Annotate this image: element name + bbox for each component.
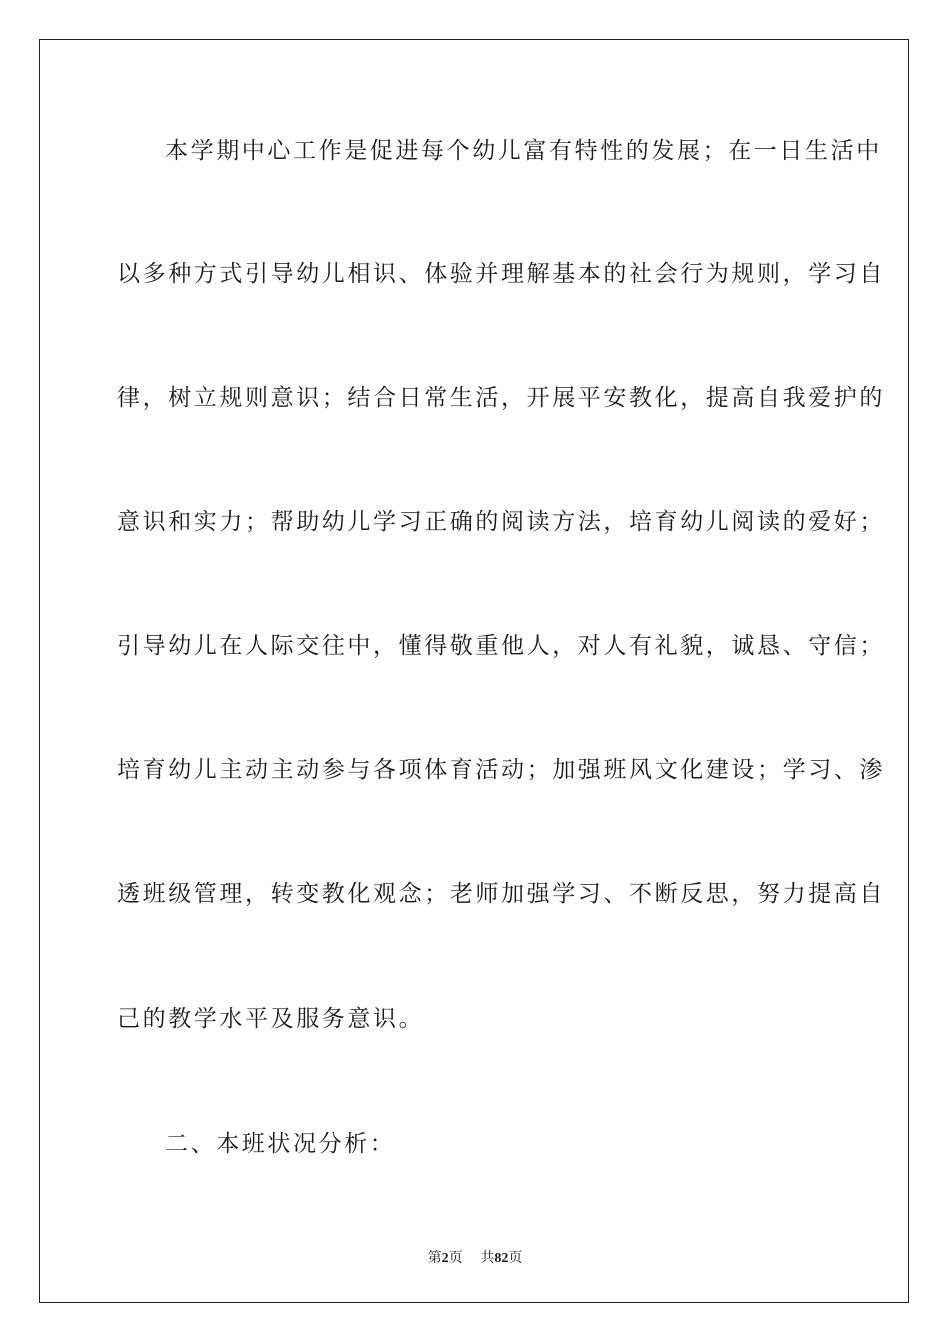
page-number: 2 <box>441 1251 449 1266</box>
paragraph-line-6: 培育幼儿主动主动参与各项体育活动；加强班风文化建设；学习、渗 <box>117 757 885 783</box>
page-prefix: 第 <box>427 1250 442 1266</box>
paragraph-line-3: 律，树立规则意识；结合日常生活，开展平安教化，提高自我爱护的 <box>117 385 885 411</box>
paragraph-line-5: 引导幼儿在人际交往中，懂得敬重他人，对人有礼貌，诚恳、守信； <box>117 633 885 659</box>
total-prefix: 共 <box>480 1250 495 1266</box>
paragraph-line-1: 本学期中心工作是促进每个幼儿富有特性的发展；在一日生活中 <box>165 138 882 164</box>
page-border <box>39 39 909 1303</box>
paragraph-line-8: 己的教学水平及服务意识。 <box>117 1006 425 1032</box>
paragraph-line-7: 透班级管理，转变教化观念；老师加强学习、不断反思，努力提高自 <box>117 881 885 907</box>
paragraph-line-2: 以多种方式引导幼儿相识、体验并理解基本的社会行为规则，学习自 <box>117 261 885 287</box>
total-suffix: 页 <box>508 1250 523 1266</box>
page-suffix: 页 <box>448 1250 463 1266</box>
paragraph-line-4: 意识和实力；帮助幼儿学习正确的阅读方法，培育幼儿阅读的爱好； <box>117 509 885 535</box>
section-heading: 二、本班状况分析： <box>165 1131 396 1157</box>
page-footer <box>0 1247 950 1267</box>
total-pages: 82 <box>494 1251 509 1266</box>
